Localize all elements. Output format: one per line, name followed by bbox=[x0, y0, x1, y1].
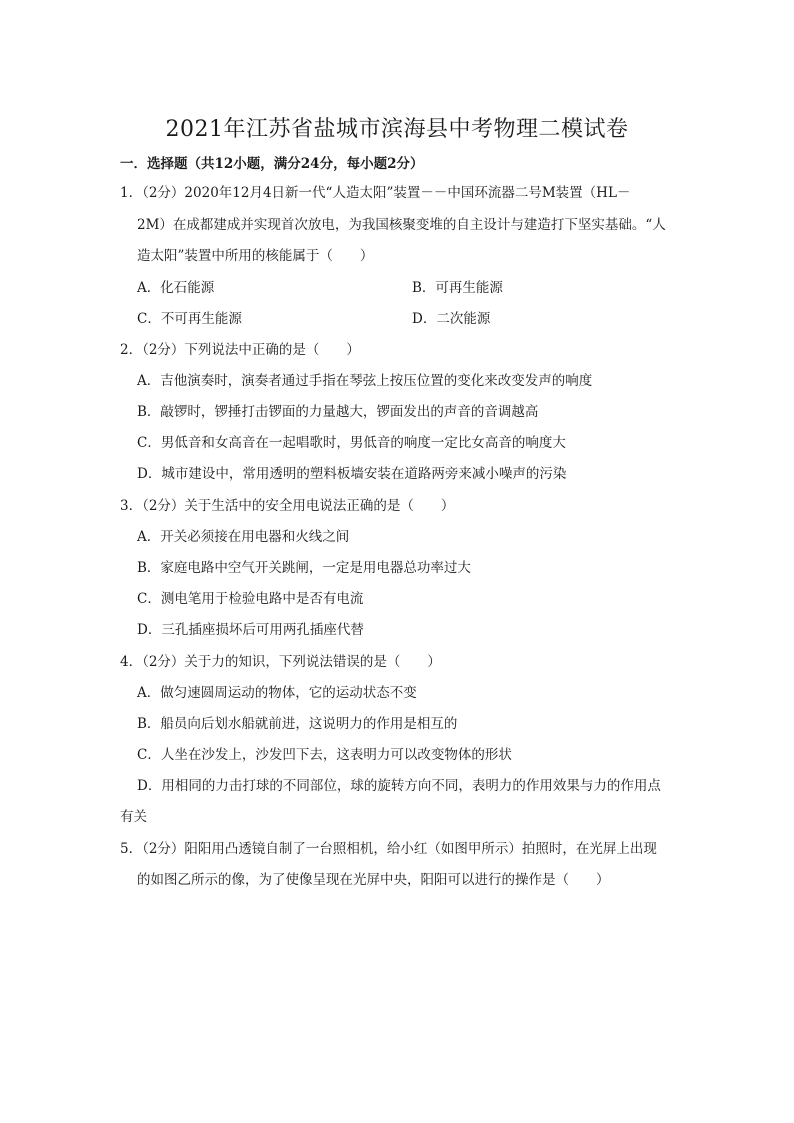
question-2-option-c: C．男低音和女高音在一起唱歌时，男低音的响度一定比女高音的响度大 bbox=[137, 435, 566, 451]
page-title: 2021年江苏省盐城市滨海县中考物理二模试卷 bbox=[165, 117, 629, 142]
question-5-line-1: 5．（2分）阳阳用凸透镜自制了一台照相机，给小红（如图甲所示）拍照时，在光屏上出现 bbox=[120, 841, 657, 857]
question-2-option-d: D．城市建设中，常用透明的塑料板墙安装在道路两旁来减小噪声的污染 bbox=[137, 466, 567, 482]
question-2-option-a: A．吉他演奏时，演奏者通过手指在琴弦上按压位置的变化来改变发声的响度 bbox=[137, 373, 593, 389]
question-1-line-2: 2M）在成都建成并实现首次放电，为我国核聚变堆的自主设计与建造打下坚实基础。“人 bbox=[137, 217, 666, 233]
question-3-option-a: A．开关必须接在用电器和火线之间 bbox=[137, 529, 350, 545]
question-3-option-c: C．测电笔用于检验电路中是否有电流 bbox=[137, 591, 364, 607]
question-1-line-1: 1．（2分）2020年12月4日新一代“人造太阳”装置－－中国环流器二号M装置（HL－ bbox=[120, 185, 631, 201]
question-4-line-1: 4．（2分）关于力的知识，下列说法错误的是（ ） bbox=[120, 654, 441, 670]
question-1-option-d: D．二次能源 bbox=[412, 311, 491, 327]
section-heading: 一．选择题（共12小题，满分24分，每小题2分） bbox=[120, 156, 424, 172]
question-1-option-b: B．可再生能源 bbox=[412, 280, 503, 296]
question-4-option-b: B．船员向后划水船就前进，这说明力的作用是相互的 bbox=[137, 716, 458, 732]
question-1-option-c: C．不可再生能源 bbox=[137, 311, 242, 327]
question-4-option-d-continued: 有关 bbox=[120, 809, 147, 825]
question-3-line-1: 3．（2分）关于生活中的安全用电说法正确的是（ ） bbox=[120, 498, 455, 514]
question-4-option-d: D．用相同的力击打球的不同部位，球的旋转方向不同，表明力的作用效果与力的作用点 bbox=[137, 778, 661, 794]
question-4-option-c: C．人坐在沙发上，沙发凹下去，这表明力可以改变物体的形状 bbox=[137, 747, 512, 763]
question-1-line-3: 造太阳”装置中所用的核能属于（ ） bbox=[137, 248, 374, 264]
question-3-option-b: B．家庭电路中空气开关跳闸，一定是用电器总功率过大 bbox=[137, 560, 471, 576]
question-1-option-a: A．化石能源 bbox=[137, 280, 215, 296]
question-3-option-d: D．三孔插座损坏后可用两孔插座代替 bbox=[137, 622, 364, 638]
question-4-option-a: A．做匀速圆周运动的物体，它的运动状态不变 bbox=[137, 685, 417, 701]
question-2-line-1: 2．（2分）下列说法中正确的是（ ） bbox=[120, 342, 360, 358]
question-5-line-2: 的如图乙所示的像，为了使像呈现在光屏中央，阳阳可以进行的操作是（ ） bbox=[137, 872, 610, 888]
question-2-option-b: B．敲锣时，锣捶打击锣面的力量越大，锣面发出的声音的音调越高 bbox=[137, 404, 539, 420]
